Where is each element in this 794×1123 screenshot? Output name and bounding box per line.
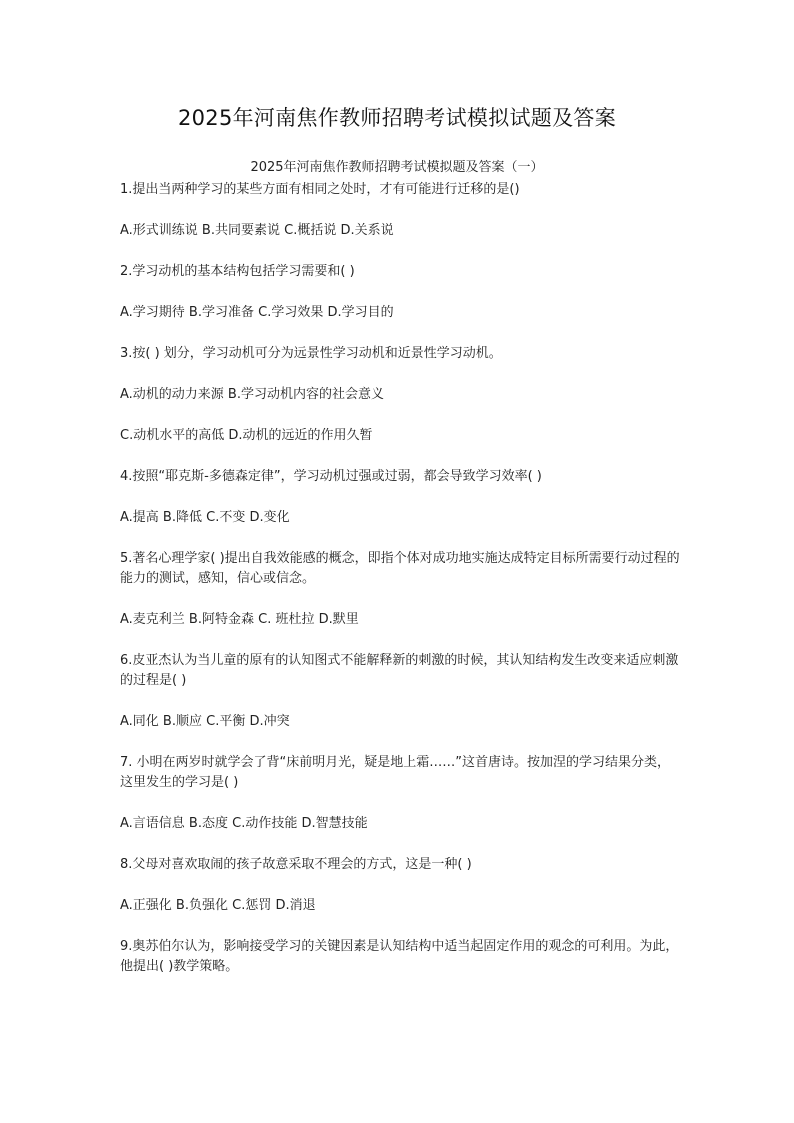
- document-subtitle: 2025年河南焦作教师招聘考试模拟题及答案（一）: [250, 160, 544, 175]
- document-title: 2025年河南焦作教师招聘考试模拟试题及答案: [177, 106, 617, 130]
- options-8: A.正强化 B.负强化 C.惩罚 D.消退: [120, 898, 316, 913]
- question-7: 7. 小明在两岁时就学会了背“床前明月光，疑是地上霜……”这首唐诗。按加涅的学习结果分类，这里发生的学习是( ): [120, 755, 671, 790]
- options-2: A.学习期待 B.学习准备 C.学习效果 D.学习目的: [120, 305, 394, 320]
- question-9: 9.奥苏伯尔认为，影响接受学习的关键因素是认知结构中适当起固定作用的观念的可利用。为此，他提出( )教学策略。: [120, 939, 679, 974]
- question-2: 2.学习动机的基本结构包括学习需要和( ): [120, 264, 355, 279]
- question-8: 8.父母对喜欢取闹的孩子故意采取不理会的方式，这是一种( ): [120, 857, 472, 872]
- options-4: A.提高 B.降低 C.不变 D.变化: [120, 510, 290, 525]
- options-6: A.同化 B.顺应 C.平衡 D.冲突: [120, 714, 290, 729]
- options-7: A.言语信息 B.态度 C.动作技能 D.智慧技能: [120, 816, 368, 831]
- options-3b: C.动机水平的高低 D.动机的远近的作用久暂: [120, 428, 373, 443]
- question-5: 5.著名心理学家( )提出自我效能感的概念，即指个体对成功地实施达成特定目标所需要行动过程的能力的测试，感知，信心或信念。: [120, 551, 680, 586]
- question-1: 1.提出当两种学习的某些方面有相同之处时，才有可能进行迁移的是(): [120, 182, 520, 197]
- question-6: 6.皮亚杰认为当儿童的原有的认知图式不能解释新的刺激的时候，其认知结构发生改变来适应刺激的过程是( ): [120, 653, 679, 688]
- question-3: 3.按( ) 划分，学习动机可分为远景性学习动机和近景性学习动机。: [120, 346, 502, 361]
- question-list: [120, 180, 680, 998]
- question-4: 4.按照“耶克斯-多德森定律”，学习动机过强或过弱，都会导致学习效率( ): [120, 469, 542, 484]
- options-3a: A.动机的动力来源 B.学习动机内容的社会意义: [120, 387, 384, 402]
- options-1: A.形式训练说 B.共同要素说 C.概括说 D.关系说: [120, 223, 394, 238]
- options-5: A.麦克利兰 B.阿特金森 C. 班杜拉 D.默里: [120, 612, 359, 627]
